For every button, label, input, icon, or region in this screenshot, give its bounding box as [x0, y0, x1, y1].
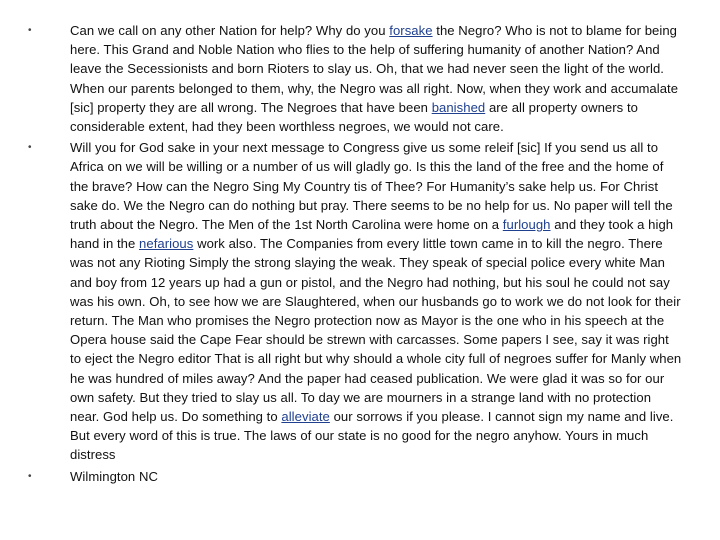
bullet-icon: • — [28, 25, 32, 36]
paragraph-2-text-d: our sorrows if you please. I cannot sign my name and live. But every word of this is true. The laws of our state is no good for the negro anyhow. Yours in much distress — [70, 409, 674, 463]
bullet-item-2 — [0, 138, 720, 464]
paragraph-1-text-b: the Negro? Who is not to blame for being here. This Grand and Noble Nation who flies to the help of suffering humanity of another Nation? And leave the Secessionists and born Rioters to slay us. Oh, that we had never seen the light of the world. When our parents belonged to them, why, the Negro was all right. Now, when they work and accumalate [sic] property they are all wrong. The Negroes that have been — [70, 23, 679, 115]
keyword-furlough[interactable]: furlough — [502, 217, 551, 233]
paragraph-2-text-a: Will you for God sake in your next message to Congress give us some releif [sic] If you send us all to Africa on we will be willing or a number of us will gladly go. Is this the land of the free and the home of the brave? How can the Negro Sing My Country tis of Thee? For Humanity’s sake help us. For Christ sake do. We the Negro can do nothing but pray. There seems to be no help for us. No paper will tell the truth about the Negro. The Men of the 1st North Carolina were home on a — [70, 140, 673, 233]
paragraph-1-text-a: Can we call on any other Nation for help? Why do you — [70, 23, 390, 38]
keyword-banished[interactable]: banished — [431, 99, 486, 115]
bullet-icon: • — [28, 142, 32, 154]
bullet-icon: • — [28, 470, 32, 482]
bullet-item-1 — [0, 21, 720, 136]
keyword-alleviate[interactable]: alleviate — [281, 409, 330, 425]
paragraph-3-text: Wilmington NC — [70, 468, 158, 484]
keyword-nefarious[interactable]: nefarious — [139, 236, 194, 252]
bullet-list — [0, 21, 720, 486]
paragraph-2-text-c: work also. The Companies from every little town came in to kill the negro. There was not any Rioting Simply the strong slaying the weak. They speak of special police every white Man and boy from 12 years up had a gun or pistol, and the Negro had nothing, but his soul he could not say was his own. Oh, to see how we are Slaughtered, when our husbands go to work we do not look for their return. The Man who promises the Negro protection now as Mayor is the one who in his speech at the Opera house said the Cape Fear should be strewn with carcasses. Some papers I see, say it was right to eject the Negro editor That is all right but why should a whole city full of negroes suffer for Manly when he was hundred of miles away? And the paper had ceased publication. We were glad it was so for our own safety. But they tried to slay us all. To day we are mourners in a strange land with no protection near. God help us. Do something to — [70, 236, 682, 425]
bullet-item-3 — [0, 467, 720, 486]
keyword-forsake[interactable]: forsake — [389, 23, 433, 38]
paragraph-1-text-c: are all property owners to considerable extent, had they been worthless negroes, we would not care. — [70, 99, 638, 135]
paragraph-2-text-b: and they took a high hand in the — [70, 217, 674, 252]
